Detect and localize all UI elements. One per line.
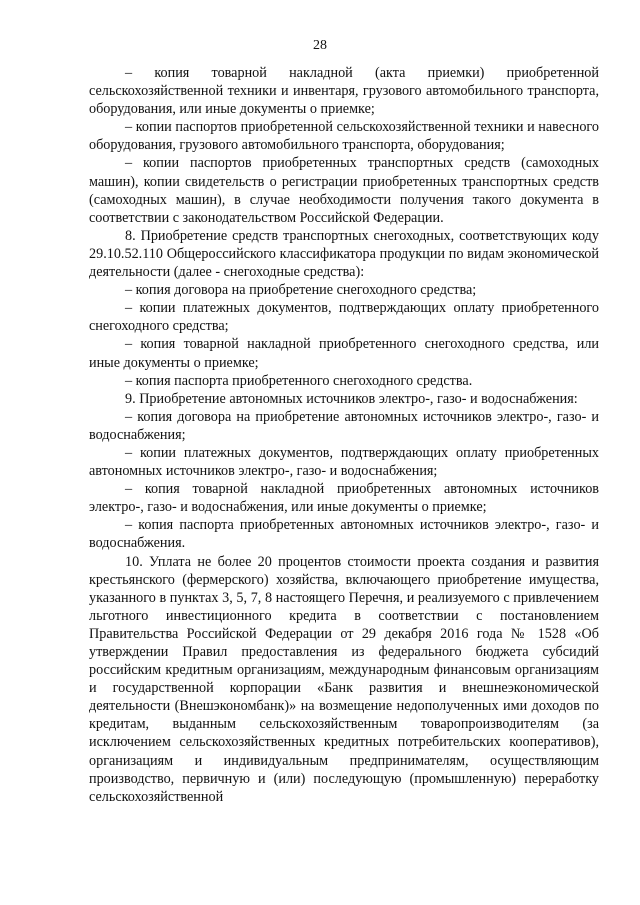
paragraph: – копии платежных документов, подтверждающих оплату приобретенного снегоходного средства; — [89, 300, 599, 335]
paragraph: – копия договора на приобретение снегоходного средства; — [125, 282, 477, 299]
document-body — [89, 64, 599, 806]
paragraph: – копия товарной накладной (акта приемки) приобретенной сельскохозяйственной техники и инвентаря, грузового автомобильного транспорта, оборудования, или иные документы о приемке; — [89, 65, 599, 118]
paragraph: – копии паспортов приобретенной сельскохозяйственной техники и навесного оборудования, грузового автомобильного транспорта, оборудования; — [89, 119, 599, 154]
paragraph: – копия паспорта приобретенных автономных источников электро-, газо- и водоснабжения. — [89, 517, 599, 552]
paragraph: – копия товарной накладной приобретенных автономных источников электро-, газо- и водоснабжения, или иные документы о приемке; — [89, 481, 599, 516]
paragraph: – копия товарной накладной приобретенного снегоходного средства, или иные документы о приемке; — [89, 336, 599, 371]
paragraph: 8. Приобретение средств транспортных снегоходных, соответствующих коду 29.10.52.110 Общероссийского классификатора продукции по видам экономической деятельности (далее - снегоходные средства): — [89, 227, 599, 281]
page-number: 28 — [313, 38, 327, 53]
paragraph: 10. Уплата не более 20 процентов стоимости проекта создания и развития крестьянского (фермерского) хозяйства, включающего приобретение имущества, указанного в пунктах 3, 5, 7, 8 настоящего Перечня, и реализуемого с привлечением льготного инвестиционного кредита в соответствии с постановлением Правительства Российской Федерации от 29 декабря 2016 года № 1528 «Об утверждении Правил предоставления из федерального бюджета субсидий российским кредитным организациям, международным финансовым организациям и государственной корпорации «Банк развития и внешнеэкономической деятельности (Внешэкономбанк)» на возмещение недополученных ими доходов по кредитам, выданным сельскохозяйственным товаропроизводителям (за исключением сельскохозяйственных кредитных потребительских кооперативов), организациям и индивидуальным предпринимателям, осуществляющим производство, первичную и (или) последующую (промышленную) переработку сельскохозяйственной — [89, 553, 599, 805]
paragraph: – копия паспорта приобретенного снегоходного средства. — [125, 372, 473, 389]
paragraph: 9. Приобретение автономных источников электро-, газо- и водоснабжения: — [125, 390, 578, 407]
paragraph: – копии паспортов приобретенных транспортных средств (самоходных машин), копии свидетельств о регистрации приобретенных транспортных средств (самоходных машин), в случае необходимости получения такого документа в соответствии с законодательством Российской Федерации. — [89, 155, 599, 226]
paragraph: – копии платежных документов, подтверждающих оплату приобретенных автономных источников электро-, газо- и водоснабжения; — [89, 444, 599, 480]
paragraph: – копия договора на приобретение автономных источников электро-, газо- и водоснабжения; — [89, 408, 599, 443]
